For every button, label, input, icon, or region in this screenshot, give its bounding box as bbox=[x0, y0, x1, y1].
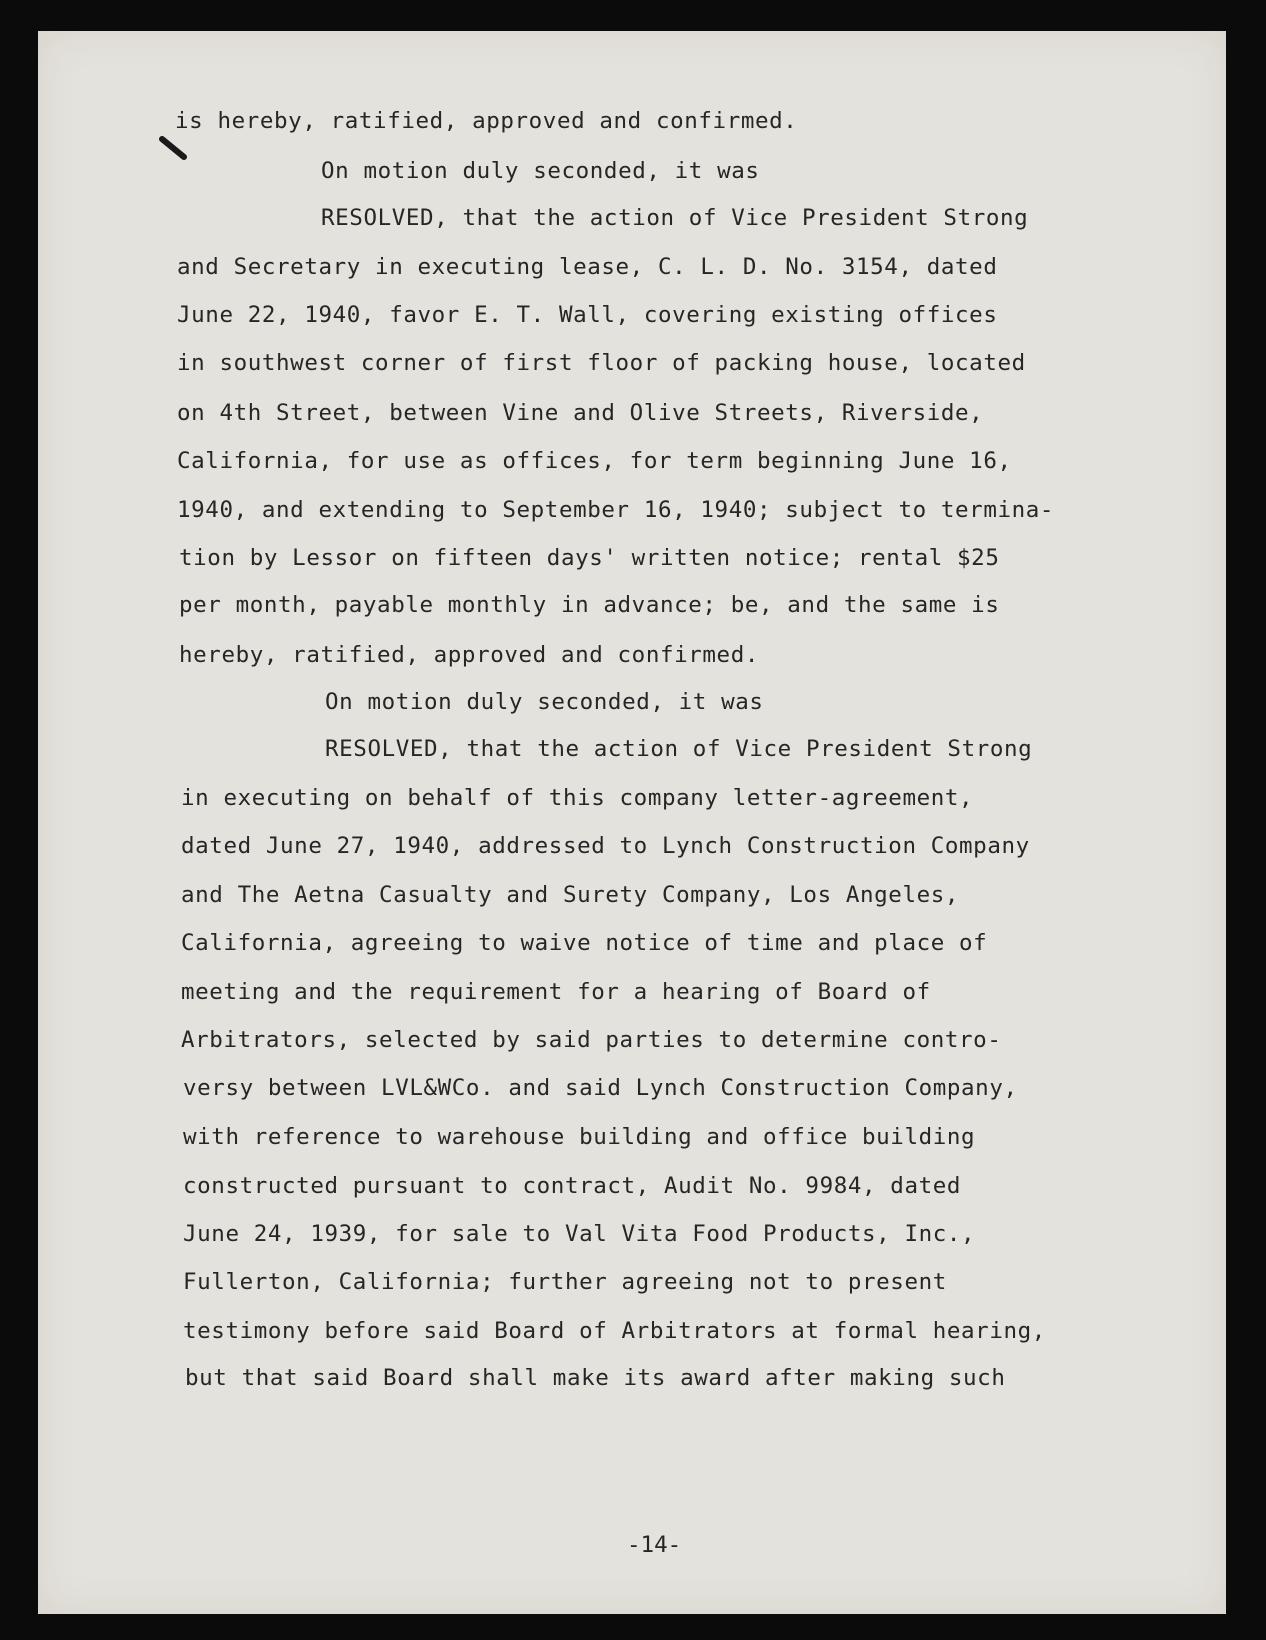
text-line: in southwest corner of first floor of packing house, located bbox=[177, 350, 1026, 376]
text-line: 1940, and extending to September 16, 1940; subject to termina- bbox=[177, 497, 1055, 523]
text-line: is hereby, ratified, approved and confirmed. bbox=[175, 108, 798, 134]
text-line: with reference to warehouse building and office building bbox=[183, 1124, 976, 1150]
text-line: June 24, 1939, for sale to Val Vita Food Products, Inc., bbox=[183, 1221, 976, 1247]
text-line: dated June 27, 1940, addressed to Lynch Construction Company bbox=[181, 833, 1030, 859]
text-line: On motion duly seconded, it was bbox=[321, 158, 760, 184]
text-line: and Secretary in executing lease, C. L. D. No. 3154, dated bbox=[177, 254, 998, 280]
text-line: and The Aetna Casualty and Surety Company, Los Angeles, bbox=[181, 882, 960, 908]
pencil-mark-icon bbox=[158, 135, 188, 163]
text-line: On motion duly seconded, it was bbox=[325, 689, 764, 715]
text-line: June 22, 1940, favor E. T. Wall, covering existing offices bbox=[177, 302, 998, 328]
text-line: RESOLVED, that the action of Vice President Strong bbox=[325, 736, 1033, 762]
document-page bbox=[38, 31, 1226, 1614]
text-line: hereby, ratified, approved and confirmed. bbox=[179, 642, 759, 668]
text-line: versy between LVL&WCo. and said Lynch Construction Company, bbox=[183, 1075, 1018, 1101]
text-line: on 4th Street, between Vine and Olive Streets, Riverside, bbox=[177, 400, 984, 426]
page-number: -14- bbox=[627, 1532, 682, 1558]
text-line: RESOLVED, that the action of Vice President Strong bbox=[321, 205, 1029, 231]
text-line: testimony before said Board of Arbitrators at formal hearing, bbox=[183, 1318, 1046, 1344]
text-line: tion by Lessor on fifteen days' written notice; rental $25 bbox=[179, 545, 1000, 571]
text-line: in executing on behalf of this company letter-agreement, bbox=[181, 785, 974, 811]
text-line: Fullerton, California; further agreeing not to present bbox=[183, 1269, 947, 1295]
text-line: California, agreeing to waive notice of time and place of bbox=[181, 930, 988, 956]
text-line: meeting and the requirement for a hearing of Board of bbox=[181, 979, 931, 1005]
text-line: per month, payable monthly in advance; be, and the same is bbox=[179, 592, 1000, 618]
text-line: Arbitrators, selected by said parties to determine contro- bbox=[181, 1027, 1002, 1053]
text-line: but that said Board shall make its award after making such bbox=[185, 1365, 1006, 1391]
text-line: constructed pursuant to contract, Audit No. 9984, dated bbox=[183, 1173, 962, 1199]
text-line: California, for use as offices, for term beginning June 16, bbox=[177, 448, 1012, 474]
